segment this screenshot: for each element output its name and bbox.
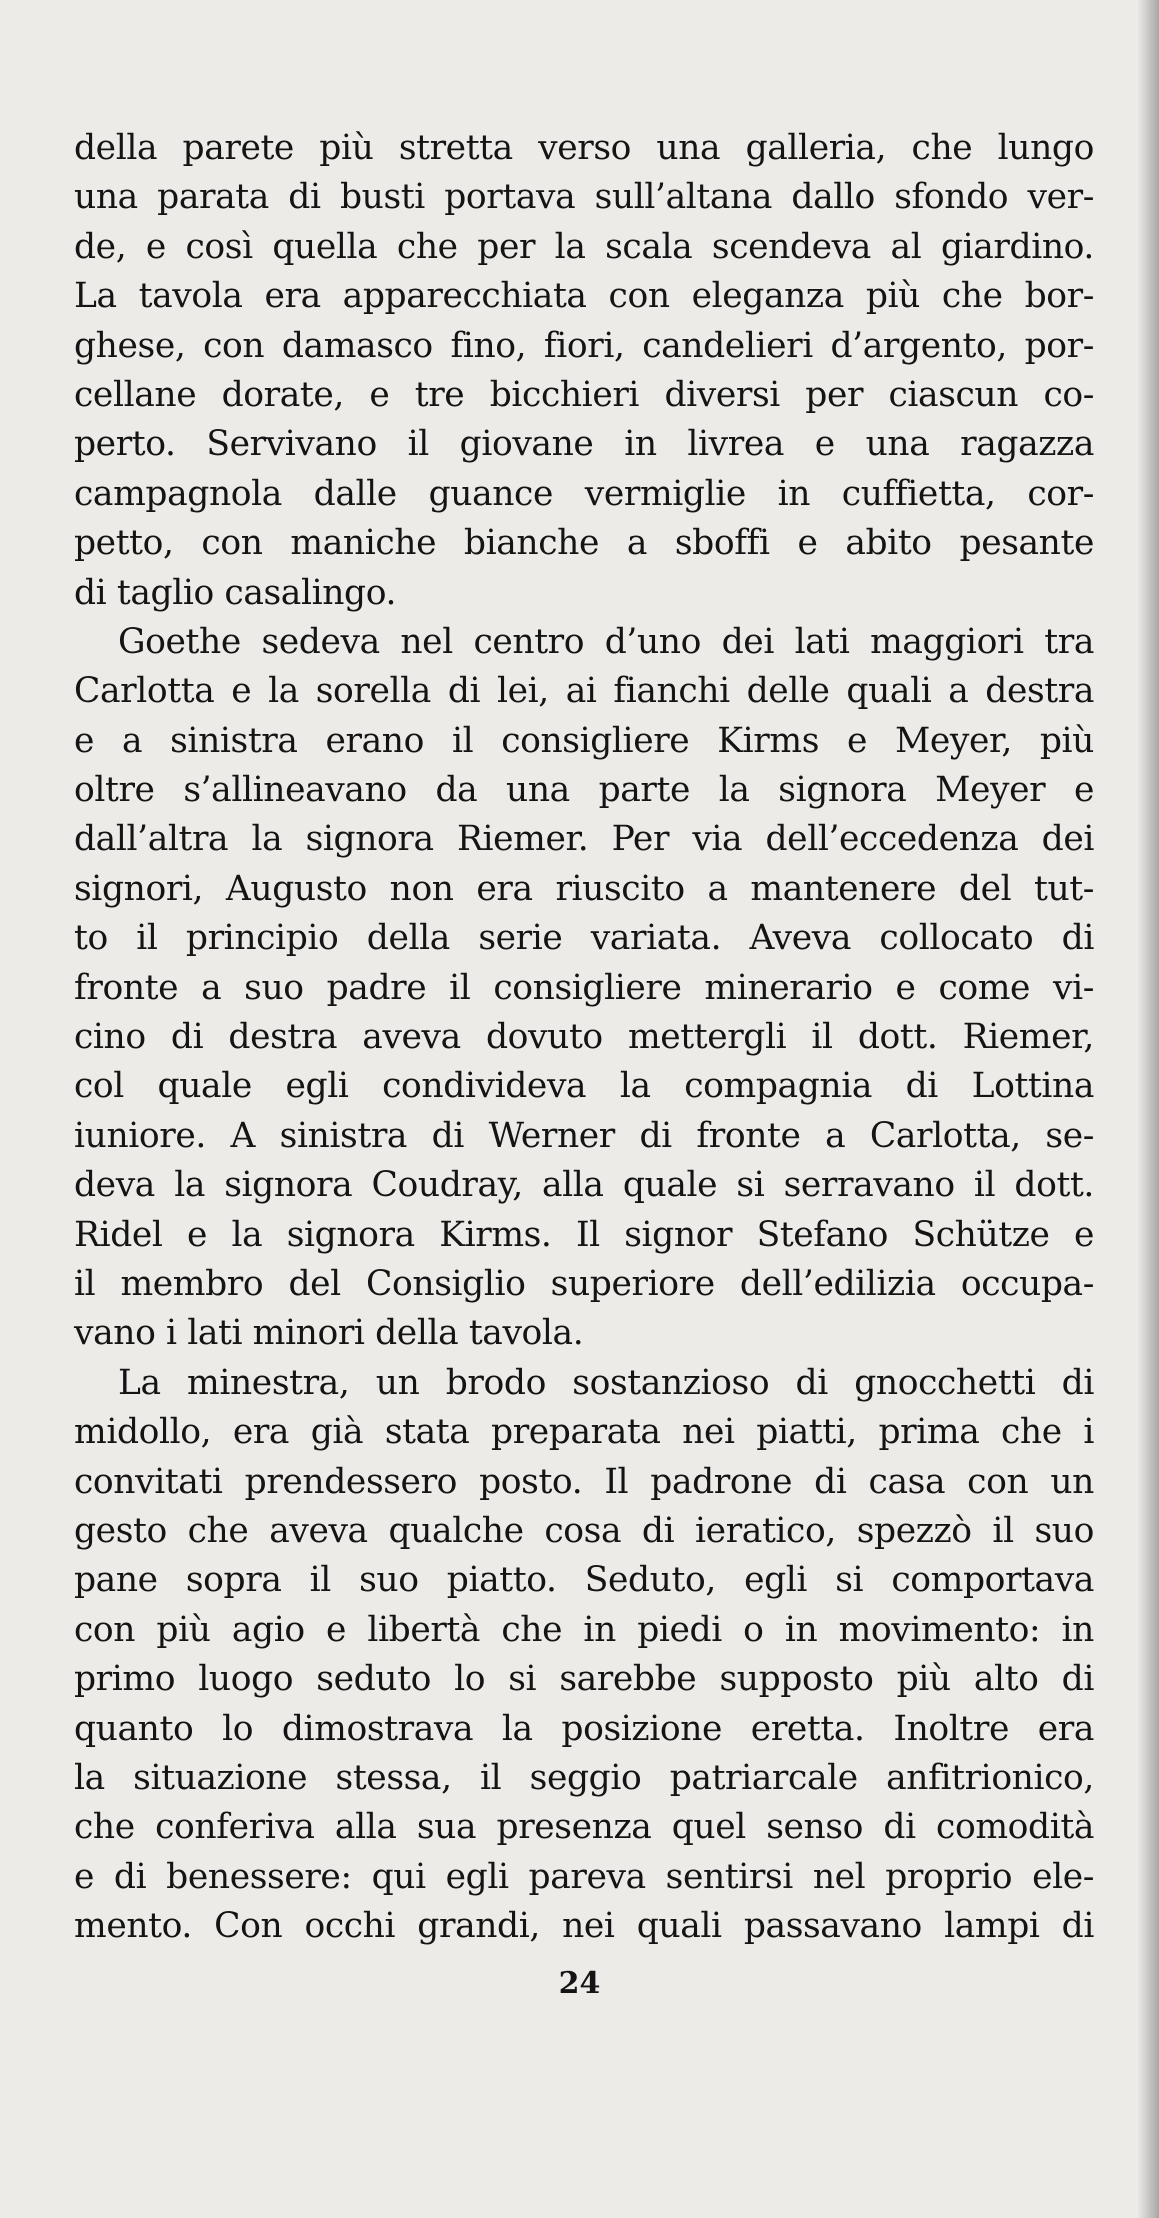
text-line: e a sinistra erano il consigliere Kirms e Meyer, più	[74, 720, 1094, 761]
text-line: ghese, con damasco fino, fiori, candelieri d’argento, por-	[74, 325, 1094, 366]
text-line: primo luogo seduto lo si sarebbe supposto più alto di	[74, 1659, 1094, 1700]
paragraph-first-line: Goethe sedeva nel centro d’uno dei lati maggiori tra	[118, 621, 1094, 662]
text-line: signori, Augusto non era riuscito a mantenere del tut-	[74, 868, 1094, 909]
text-line: de, e così quella che per la scala scendeva al giardino.	[74, 226, 1094, 267]
text-line: La tavola era apparecchiata con eleganza più che bor-	[74, 276, 1094, 317]
text-line: iuniore. A sinistra di Werner di fronte a Carlotta, se-	[74, 1115, 1094, 1156]
text-line: la situazione stessa, il seggio patriarcale anfitrionico,	[74, 1757, 1094, 1798]
text-line: che conferiva alla sua presenza quel senso di comodità	[74, 1807, 1094, 1848]
text-line: di taglio casalingo.	[74, 572, 397, 613]
text-line: campagnola dalle guance vermiglie in cuffietta, cor-	[74, 473, 1094, 514]
text-line: gesto che aveva qualche cosa di ieratico, spezzò il suo	[74, 1510, 1094, 1551]
text-line: il membro del Consiglio superiore dell’edilizia occupa-	[74, 1263, 1094, 1304]
text-line: oltre s’allineavano da una parte la signora Meyer e	[74, 770, 1094, 811]
text-line: midollo, era già stata preparata nei piatti, prima che i	[74, 1412, 1094, 1453]
text-line: con più agio e libertà che in piedi o in movimento: in	[74, 1609, 1094, 1650]
page-number: 24	[558, 1966, 601, 2001]
text-line: quanto lo dimostrava la posizione eretta. Inoltre era	[74, 1708, 1094, 1749]
text-line: perto. Servivano il giovane in livrea e una ragazza	[74, 424, 1094, 465]
text-line: dall’altra la signora Riemer. Per via dell’eccedenza dei	[74, 819, 1094, 860]
text-line: vano i lati minori della tavola.	[74, 1313, 584, 1354]
text-line: Carlotta e la sorella di lei, ai fianchi delle quali a destra	[74, 671, 1094, 712]
text-line: una parata di busti portava sull’altana dallo sfondo ver-	[74, 177, 1094, 218]
text-line: col quale egli condivideva la compagnia di Lottina	[74, 1066, 1094, 1107]
body-text	[74, 124, 1094, 1951]
text-line: pane sopra il suo piatto. Seduto, egli si comportava	[74, 1560, 1094, 1601]
text-line: e di benessere: qui egli pareva sentirsi nel proprio ele-	[74, 1856, 1094, 1897]
text-line: to il principio della serie variata. Aveva collocato di	[74, 918, 1094, 959]
text-line: cino di destra aveva dovuto mettergli il dott. Riemer,	[74, 1017, 1094, 1058]
text-line: della parete più stretta verso una galleria, che lungo	[74, 128, 1094, 168]
text-line: petto, con maniche bianche a sboffi e abito pesante	[74, 523, 1094, 564]
paragraph-first-line: La minestra, un brodo sostanzioso di gnocchetti di	[118, 1362, 1094, 1403]
text-line: fronte a suo padre il consigliere minerario e come vi-	[74, 967, 1094, 1008]
text-line: deva la signora Coudray, alla quale si serravano il dott.	[74, 1165, 1094, 1206]
text-line: convitati prendessero posto. Il padrone di casa con un	[74, 1461, 1094, 1502]
text-line: mento. Con occhi grandi, nei quali passavano lampi di	[74, 1906, 1094, 1947]
text-line: cellane dorate, e tre bicchieri diversi per ciascun co-	[74, 374, 1094, 415]
text-line: Ridel e la signora Kirms. Il signor Stefano Schütze e	[74, 1214, 1094, 1255]
